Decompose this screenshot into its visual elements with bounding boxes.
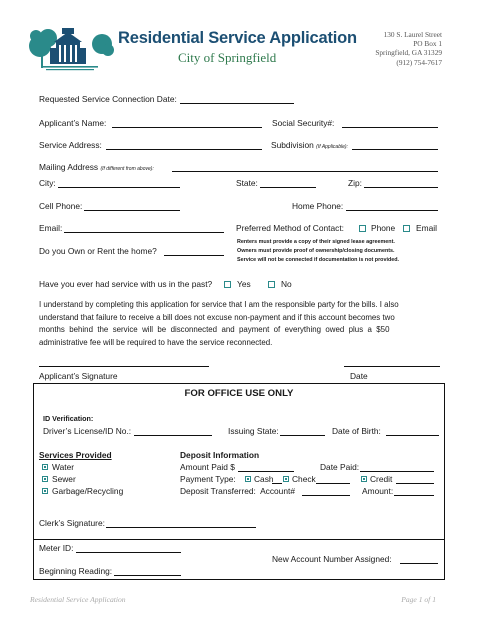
amount-paid-label: Amount Paid $ <box>180 462 235 472</box>
date-paid-label: Date Paid: <box>320 462 360 472</box>
id-verification-label: ID Verification: <box>43 414 94 423</box>
clerk-signature-field[interactable] <box>106 527 256 528</box>
prior-service-yes-checkbox[interactable] <box>224 281 231 288</box>
issuing-state-field[interactable] <box>280 435 325 436</box>
meter-id-label: Meter ID: <box>39 543 74 553</box>
agreement-line-2: understand that failure to receive a bill does not excuse non-payment and if this account becomes two <box>39 312 395 322</box>
deposit-heading: Deposit Information <box>180 450 260 460</box>
contact-phone-label: Phone <box>371 223 396 233</box>
new-account-field[interactable] <box>400 563 438 564</box>
prior-service-label: Have you ever had service with us in the past? <box>39 279 213 289</box>
applicant-name-field[interactable] <box>112 127 262 128</box>
subdivision-field[interactable] <box>352 149 438 150</box>
connection-date-field[interactable] <box>180 103 294 104</box>
check-field[interactable] <box>316 483 350 484</box>
own-rent-label: Do you Own or Rent the home? <box>39 246 157 256</box>
contact-phone-checkbox[interactable] <box>359 225 366 232</box>
subdivision-label <box>271 140 348 152</box>
home-phone-field[interactable] <box>346 210 438 211</box>
mailing-address-note: (If different from above): <box>100 166 154 172</box>
prior-service-no-label: No <box>281 279 292 289</box>
subdivision-note: (If Applicable): <box>316 144 348 150</box>
agreement-line-3: months behind the service will be disconnected and payment of everything owed plus a $50 <box>39 325 390 334</box>
service-water-checkbox[interactable] <box>42 464 48 470</box>
agreement-paragraph <box>39 299 441 349</box>
owners-note: Owners must provide proof of ownership/closing documents. <box>237 248 395 254</box>
home-phone-label: Home Phone: <box>292 201 344 211</box>
city-label: City: <box>39 178 56 188</box>
amount-field[interactable] <box>394 495 434 496</box>
applicant-name-label: Applicant’s Name: <box>39 118 107 128</box>
deposit-account-field[interactable] <box>302 495 350 496</box>
documentation-notes <box>237 238 399 265</box>
footer-document-name: Residential Service Application <box>30 595 126 604</box>
service-sewer-checkbox[interactable] <box>42 476 48 482</box>
deposit-transferred-label: Deposit Transferred: Account# <box>180 486 295 496</box>
service-garbage-checkbox[interactable] <box>42 488 48 494</box>
prior-service-no-checkbox[interactable] <box>268 281 275 288</box>
zip-label: Zip: <box>348 178 362 188</box>
cell-phone-field[interactable] <box>84 210 180 211</box>
amount-label: Amount: <box>362 486 394 496</box>
license-label: Driver’s License/ID No.: <box>43 426 132 436</box>
beginning-reading-field[interactable] <box>114 575 181 576</box>
contact-email-label: Email <box>416 223 437 233</box>
form-title: Residential Service Application <box>118 29 357 47</box>
new-account-label: New Account Number Assigned: <box>272 554 392 564</box>
renters-note: Renters must provide a copy of their signed lease agreement. <box>237 239 395 245</box>
signature-field[interactable] <box>39 366 209 367</box>
birth-date-field[interactable] <box>386 435 439 436</box>
issuing-state-label: Issuing State: <box>228 426 279 436</box>
address-street: 130 S. Laurel Street <box>383 30 442 39</box>
mailing-address-label <box>39 162 154 174</box>
payment-check-checkbox[interactable] <box>283 476 289 482</box>
beginning-reading-label: Beginning Reading: <box>39 566 113 576</box>
payment-type-label: Payment Type: <box>180 474 236 484</box>
cell-phone-label: Cell Phone: <box>39 201 83 211</box>
agreement-line-1: I understand by completing this application for service that I am the responsible party for the bills. I also <box>39 300 399 309</box>
service-garbage-label: Garbage/Recycling <box>52 486 124 496</box>
payment-check-label: Check <box>292 474 316 484</box>
date-paid-field[interactable] <box>360 471 434 472</box>
subdivision-text: Subdivision <box>271 140 314 150</box>
ssn-field[interactable] <box>342 127 438 128</box>
state-label: State: <box>236 178 258 188</box>
credit-field[interactable] <box>396 483 434 484</box>
payment-cash-checkbox[interactable] <box>245 476 251 482</box>
office-use-heading: FOR OFFICE USE ONLY <box>184 388 294 399</box>
ssn-label: Social Security#: <box>272 118 335 128</box>
service-note: Service will not be connected if documentation is not provided. <box>237 257 400 263</box>
license-field[interactable] <box>134 435 212 436</box>
city-hall-logo <box>28 24 114 76</box>
services-heading: Services Provided <box>39 450 112 460</box>
date-label: Date <box>350 371 368 381</box>
city-field[interactable] <box>58 187 180 188</box>
city-address <box>348 30 442 67</box>
office-use-divider <box>33 539 445 540</box>
service-address-field[interactable] <box>106 149 262 150</box>
amount-paid-field[interactable] <box>238 471 294 472</box>
payment-cash-label: Cash <box>254 474 274 484</box>
address-phone: (912) 754-7617 <box>396 57 442 67</box>
service-water-label: Water <box>52 462 75 472</box>
meter-id-field[interactable] <box>76 552 181 553</box>
birth-date-label: Date of Birth: <box>332 426 381 436</box>
state-field[interactable] <box>260 187 316 188</box>
email-label: Email: <box>39 223 63 233</box>
prior-service-yes-label: Yes <box>237 279 251 289</box>
zip-field[interactable] <box>364 187 438 188</box>
date-field[interactable] <box>344 366 440 367</box>
agreement-line-4: administrative fee will be required to have the service reconnected. <box>39 337 273 347</box>
mailing-address-text: Mailing Address <box>39 162 99 172</box>
service-sewer-label: Sewer <box>52 474 76 484</box>
address-po-box: PO Box 1 <box>413 39 442 49</box>
contact-method-label: Preferred Method of Contact: <box>236 223 344 233</box>
payment-credit-checkbox[interactable] <box>361 476 367 482</box>
footer-page-number: Page 1 of 1 <box>401 595 436 604</box>
cash-field[interactable] <box>272 483 282 484</box>
address-city: Springfield, GA 31329 <box>375 48 442 58</box>
signature-label: Applicant’s Signature <box>39 371 118 381</box>
clerk-signature-label: Clerk’s Signature: <box>39 518 105 528</box>
contact-email-checkbox[interactable] <box>403 225 410 232</box>
connection-date-label: Requested Service Connection Date: <box>39 94 177 104</box>
own-rent-field[interactable] <box>164 255 224 256</box>
payment-credit-label: Credit <box>370 474 393 484</box>
city-name: City of Springfield <box>178 50 277 65</box>
service-address-label: Service Address: <box>39 140 102 150</box>
mailing-address-field[interactable] <box>172 171 438 172</box>
email-field[interactable] <box>64 232 224 233</box>
